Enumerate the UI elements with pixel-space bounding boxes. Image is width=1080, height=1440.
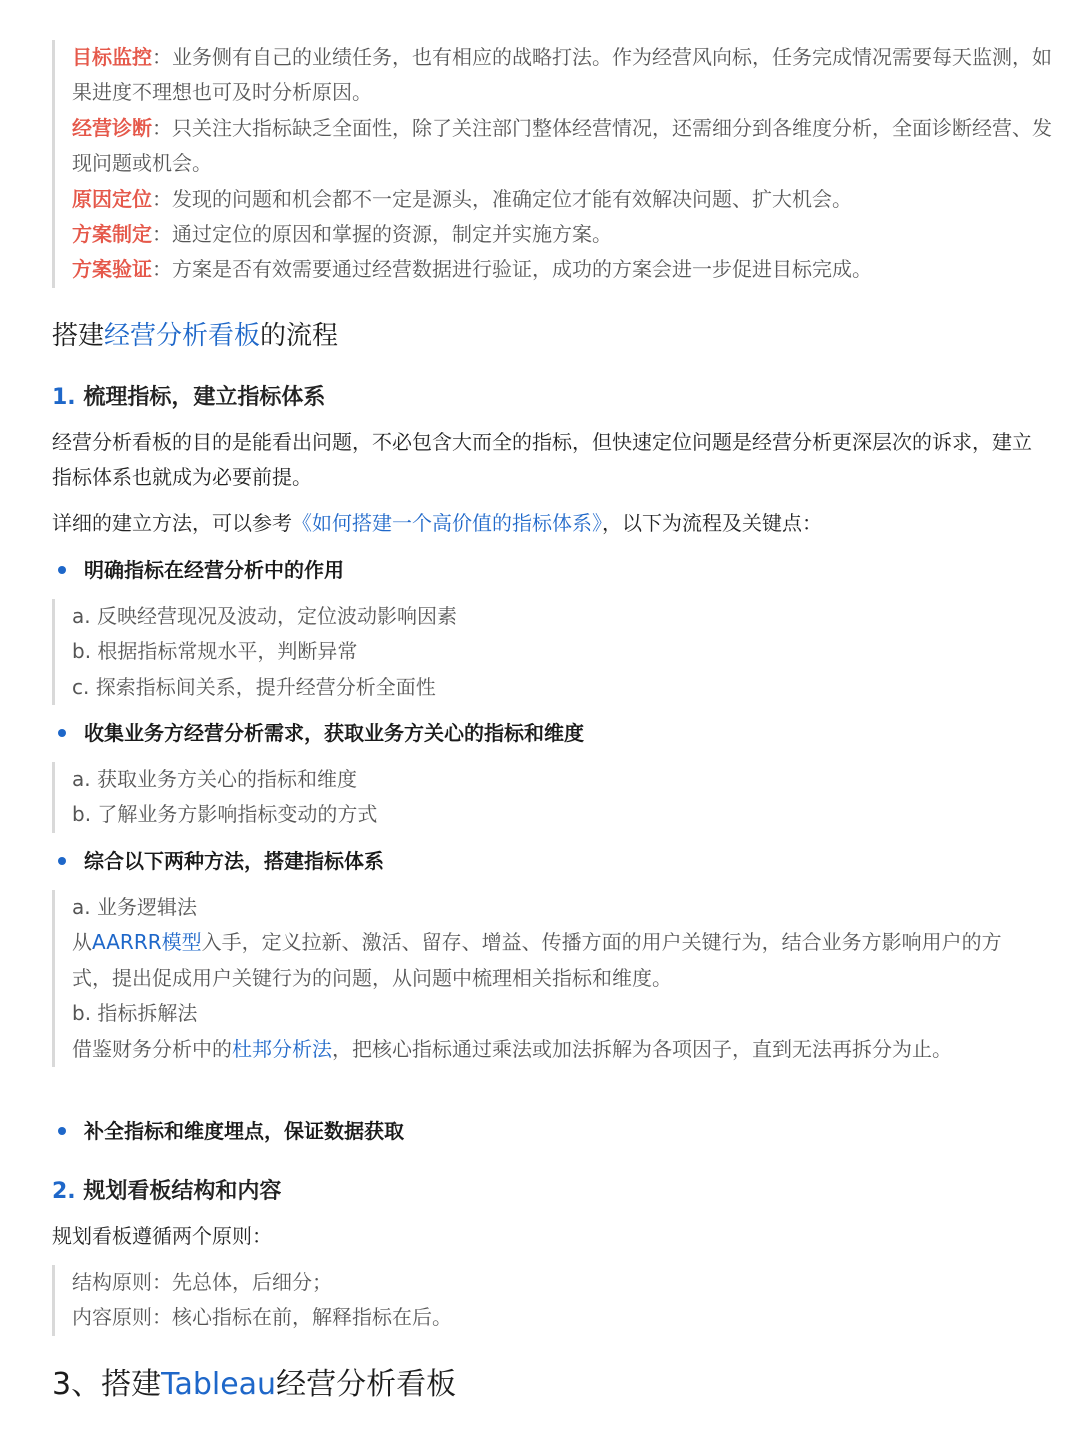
bullet-dot-icon — [58, 566, 66, 574]
methods-quote: a. 业务逻辑法 从AARRR模型入手，定义拉新、激活、留存、增益、传播方面的用户关键行为，结合业务方影响用户的方式，提出促成用户关键行为的问题，从问题中梳理相关指标和维度。 b. 指标拆解法 借鉴财务分析中的杜邦分析法，把核心指标通过乘法或加法拆解为各项因子，直到无法再拆分为止。 — [52, 890, 1037, 1067]
step1-number: 1. — [52, 385, 76, 410]
intro-item: 方案验证：方案是否有效需要通过经营数据进行验证，成功的方案会进一步促进目标完成。 — [72, 257, 872, 282]
intro-text: 方案是否有效需要通过经营数据进行验证，成功的方案会进一步促进目标完成。 — [172, 257, 872, 282]
intro-keyword: 原因定位 — [72, 186, 152, 211]
bullet-quote: a. 获取业务方关心的指标和维度 b. 了解业务方影响指标变动的方式 — [52, 762, 1037, 833]
intro-item: 目标监控：业务侧有自己的业绩任务，也有相应的战略打法。作为经营风向标，任务完成情况需要每天监测，如果进度不理想也可及时分析原因。 — [72, 45, 1052, 105]
principles-quote: 结构原则：先总体，后细分； 内容原则：核心指标在前，解释指标在后。 — [52, 1265, 1037, 1336]
reference-link[interactable]: 《如何搭建一个高价值的指标体系》 — [292, 511, 602, 535]
step2-heading: 2. 规划看板结构和内容 — [52, 1179, 282, 1204]
tableau-link[interactable]: Tableau — [161, 1367, 277, 1402]
bullet-dot-icon — [58, 729, 66, 737]
step1-paragraph: 经营分析看板的目的是能看出问题，不必包含大而全的指标，但快速定位问题是经营分析更深层次的诉求，建立指标体系也就成为必要前提。 — [52, 430, 1032, 490]
intro-keyword: 方案制定 — [72, 222, 152, 247]
bullet-item: 明确指标在经营分析中的作用 — [52, 553, 1032, 587]
bullet-item: 综合以下两种方法，搭建指标体系 — [52, 844, 1032, 878]
intro-quote — [52, 40, 1062, 288]
intro-item: 原因定位：发现的问题和机会都不一定是源头，准确定位才能有效解决问题、扩大机会。 — [72, 186, 852, 211]
intro-keyword: 目标监控 — [72, 45, 152, 69]
section-heading-link[interactable]: 经营分析看板 — [104, 321, 261, 351]
intro-keyword: 方案验证 — [72, 257, 152, 282]
bullet-dot-icon — [58, 1127, 66, 1135]
intro-text: 通过定位的原因和掌握的资源，制定并实施方案。 — [172, 222, 612, 247]
aarrr-link[interactable]: AARRR模型 — [92, 930, 202, 955]
section3-heading: 3、搭建Tableau经营分析看板 — [52, 1367, 457, 1402]
step1-heading: 1. 梳理指标，建立指标体系 — [52, 385, 326, 410]
intro-item: 经营诊断：只关注大指标缺乏全面性，除了关注部门整体经营情况，还需细分到各维度分析，全面诊断经营、发现问题或机会。 — [72, 115, 1052, 176]
step1-reference: 详细的建立方法，可以参考《如何搭建一个高价值的指标体系》，以下为流程及关键点： — [52, 511, 822, 535]
intro-text: 发现的问题和机会都不一定是源头，准确定位才能有效解决问题、扩大机会。 — [172, 186, 852, 211]
bullet-item: 补全指标和维度埋点，保证数据获取 — [52, 1114, 1032, 1148]
bullet-item: 收集业务方经营分析需求，获取业务方关心的指标和维度 — [52, 716, 1032, 750]
bullet-quote: a. 反映经营现况及波动，定位波动影响因素 b. 根据指标常规水平，判断异常 c. 探索指标间关系，提升经营分析全面性 — [52, 599, 1037, 705]
intro-text: 只关注大指标缺乏全面性，除了关注部门整体经营情况，还需细分到各维度分析，全面诊断经营、发现问题或机会。 — [72, 115, 1052, 176]
intro-text: 业务侧有自己的业绩任务，也有相应的战略打法。作为经营风向标，任务完成情况需要每天监测，如果进度不理想也可及时分析原因。 — [72, 45, 1052, 105]
intro-keyword: 经营诊断 — [72, 115, 152, 140]
bullet-dot-icon — [58, 857, 66, 865]
step2-paragraph: 规划看板遵循两个原则： — [52, 1224, 272, 1248]
dupont-link[interactable]: 杜邦分析法 — [232, 1036, 332, 1061]
section-heading: 搭建经营分析看板的流程 — [52, 321, 339, 351]
step2-number: 2. — [52, 1179, 76, 1204]
intro-item: 方案制定：通过定位的原因和掌握的资源，制定并实施方案。 — [72, 222, 612, 247]
